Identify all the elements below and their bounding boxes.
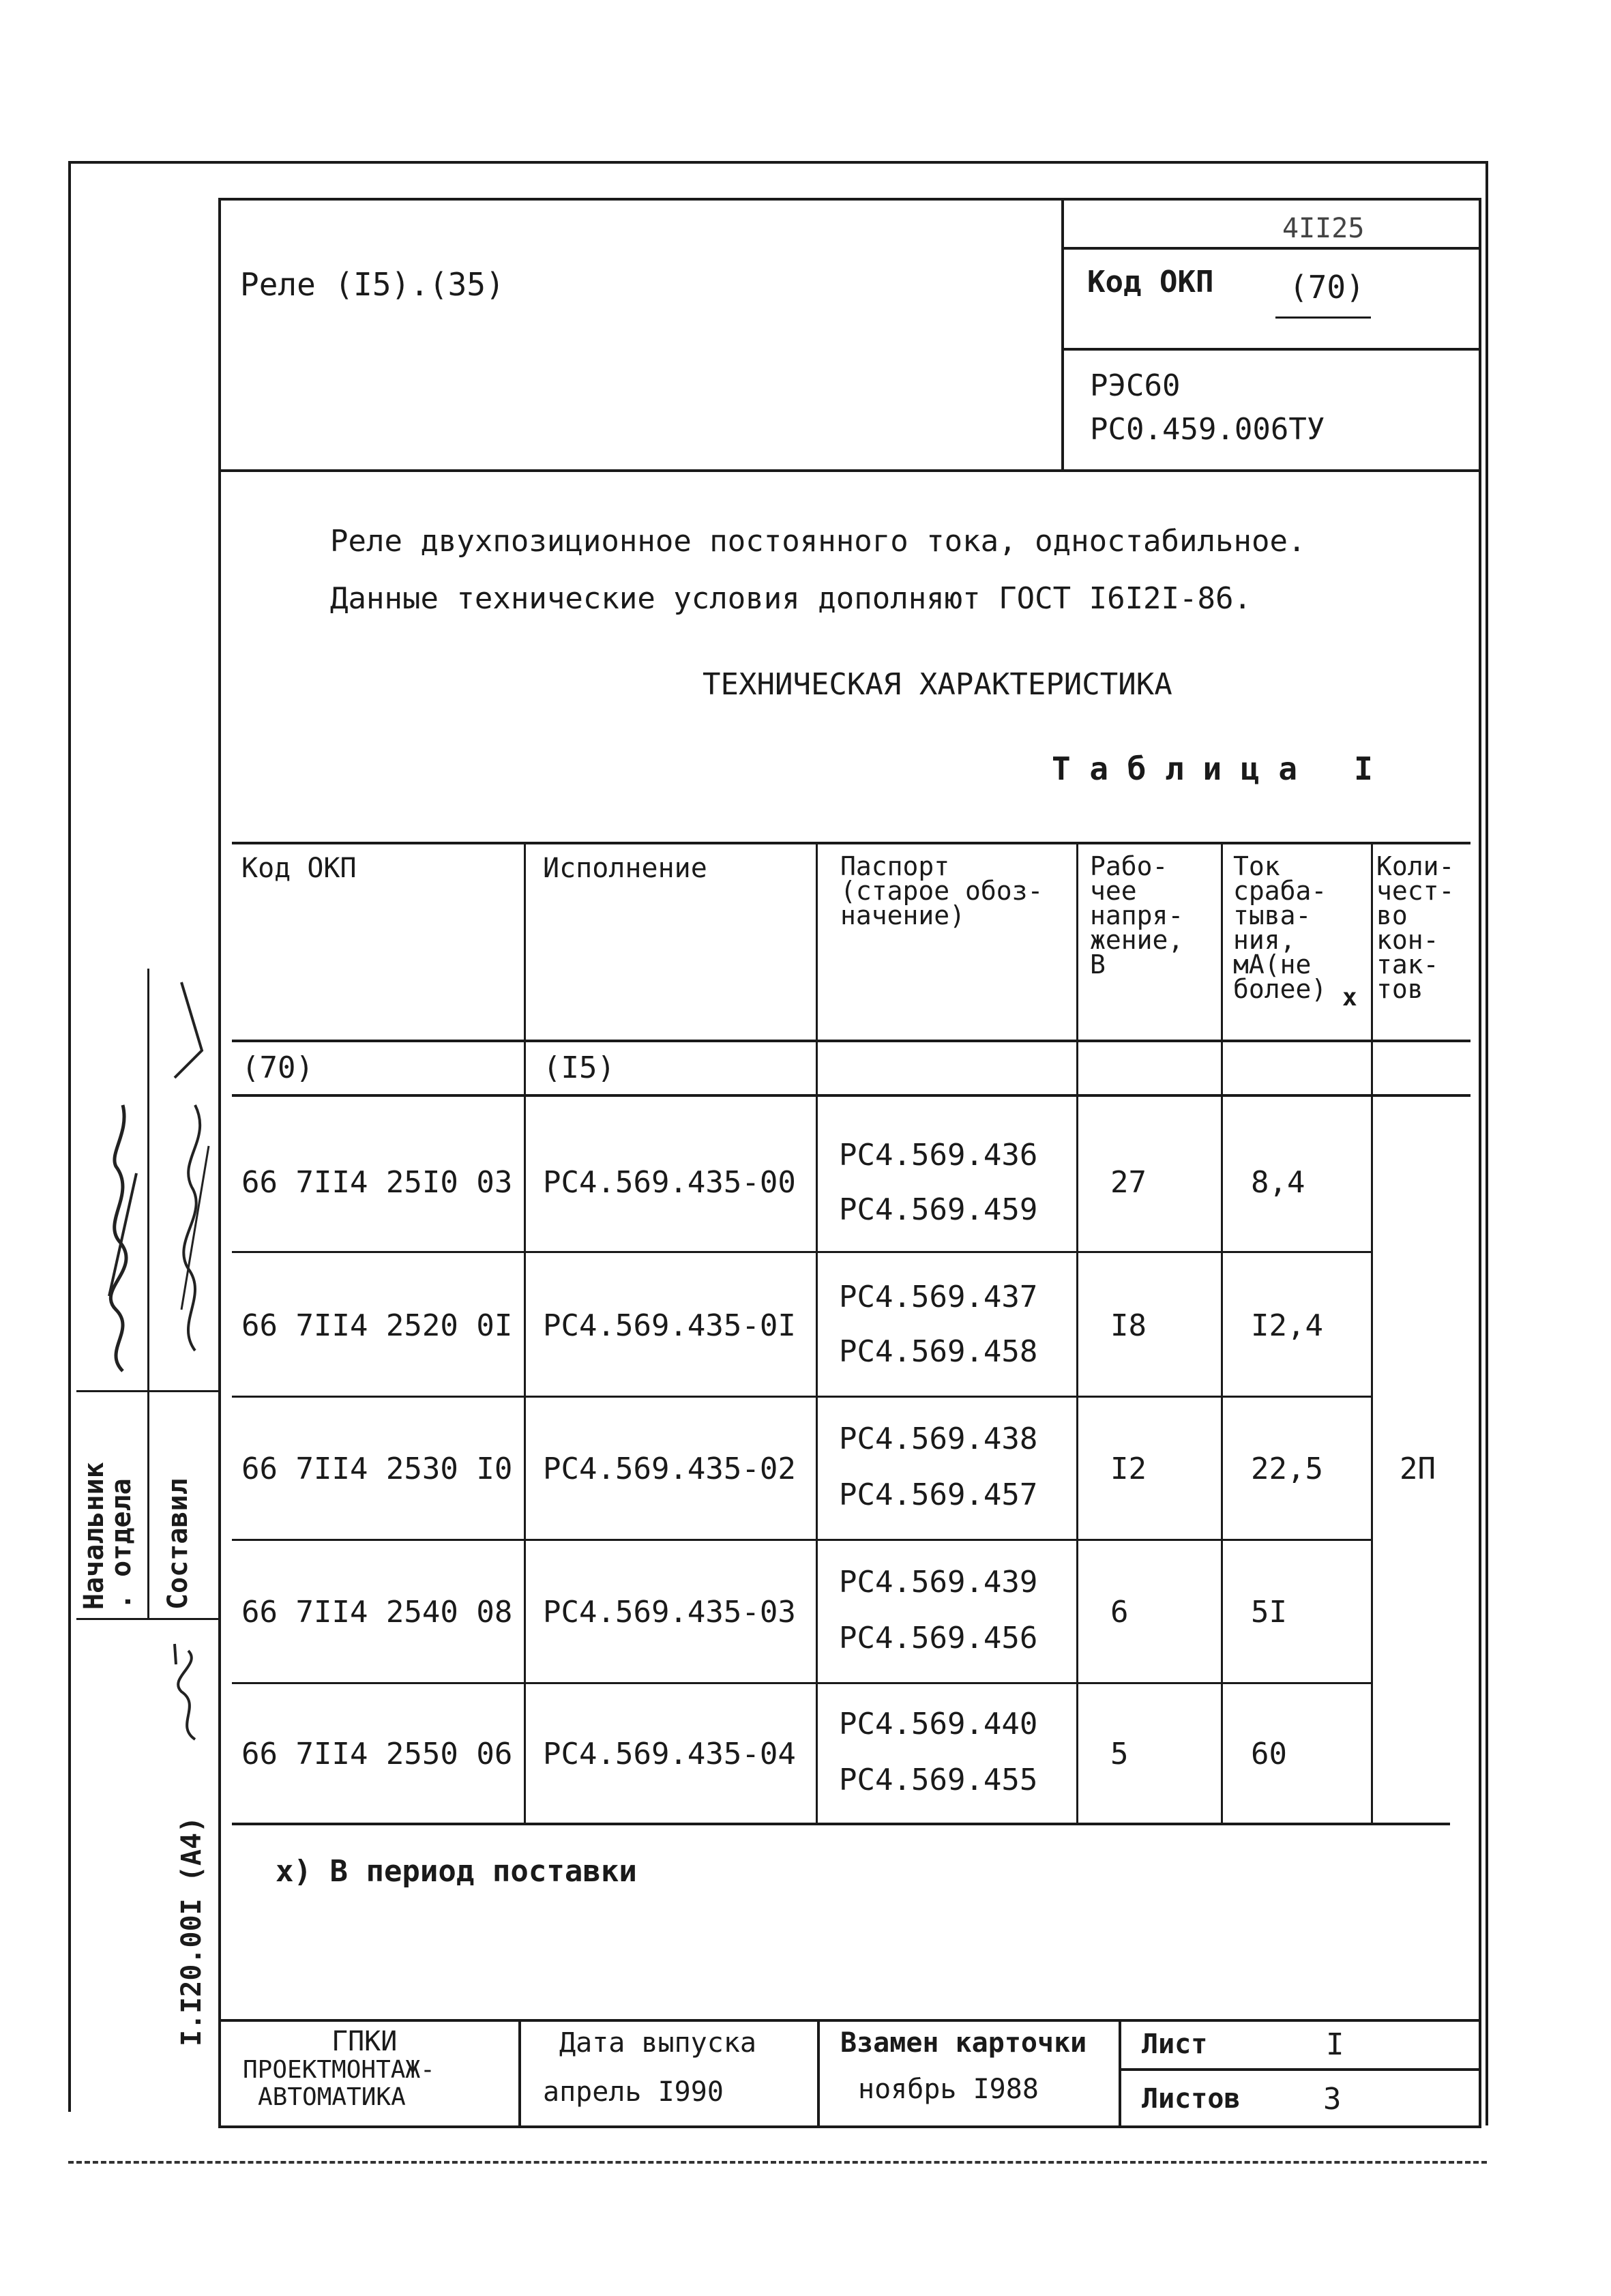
intro-line-2: Данные технические условия дополняют ГОСТ I6I2I-86.	[330, 581, 1252, 616]
row-3-okp: 66 7II4 2530 I0	[241, 1452, 513, 1486]
row-line-3	[232, 1539, 1372, 1541]
row-2-passport-1: РС4.569.437	[839, 1280, 1038, 1314]
header-divider	[1061, 198, 1064, 471]
header-bottom	[218, 469, 1480, 472]
row-1-voltage: 27	[1110, 1165, 1147, 1200]
row-4-okp: 66 7II4 2540 08	[241, 1595, 513, 1630]
row-3-version: РС4.569.435-02	[543, 1452, 796, 1486]
row-5-version: РС4.569.435-04	[543, 1737, 796, 1771]
author-signature	[161, 969, 222, 1378]
side-author-label: Составил	[162, 1478, 194, 1610]
row-2-okp: 66 7II4 2520 0I	[241, 1308, 513, 1343]
sheet-value: I	[1326, 2027, 1344, 2062]
row-line-1	[232, 1251, 1372, 1253]
frame-left	[68, 161, 71, 2112]
docnum-line	[1061, 247, 1479, 250]
row-5-current: 60	[1251, 1737, 1287, 1771]
footer-org-1: ГПКИ	[331, 2026, 398, 2057]
header-version: Исполнение	[543, 853, 707, 884]
okp-underline	[1275, 317, 1371, 319]
document-title: Реле (I5).(35)	[240, 266, 505, 303]
doc-right	[1479, 198, 1481, 2128]
row-1-passport-1: РС4.569.436	[839, 1138, 1038, 1173]
col-line-3	[1076, 842, 1078, 1824]
margin-signature	[161, 1637, 216, 1746]
row-3-passport-1: РС4.569.438	[839, 1422, 1038, 1456]
release-label: Дата выпуска	[559, 2027, 756, 2059]
footer-top	[218, 2019, 1480, 2022]
okp-line	[1061, 348, 1479, 351]
row-1-okp: 66 7II4 25I0 03	[241, 1165, 513, 1200]
row-5-passport-1: РС4.569.440	[839, 1707, 1038, 1741]
doc-bottom	[218, 2125, 1480, 2128]
col-line-1	[524, 842, 526, 1824]
replace-label: Взамен карточки	[840, 2027, 1087, 2059]
okp-value: (70)	[1289, 269, 1365, 306]
row-2-current: I2,4	[1251, 1308, 1323, 1343]
header-passport: Паспорт (старое обоз- начение)	[840, 851, 1044, 930]
replace-value: ноябрь I988	[858, 2074, 1039, 2105]
table-bottom	[232, 1823, 1450, 1825]
product-spec: РС0.459.006ТУ	[1090, 412, 1325, 447]
header-okp: Код ОКП	[241, 853, 357, 884]
footer-col-3	[1119, 2019, 1121, 2127]
row-4-voltage: 6	[1110, 1595, 1129, 1630]
row-line-2	[232, 1396, 1372, 1398]
code-okp: (70)	[241, 1050, 314, 1085]
row-4-passport-2: РС4.569.456	[839, 1621, 1038, 1655]
sheets-label: Листов	[1142, 2083, 1241, 2115]
header-contacts: Коли- чест- во кон- так- тов	[1376, 851, 1455, 1004]
row-3-voltage: I2	[1110, 1452, 1147, 1486]
frame-top	[68, 161, 1487, 164]
row-3-current: 22,5	[1251, 1452, 1323, 1486]
sheet-label: Лист	[1142, 2029, 1208, 2060]
document-number: 4II25	[1282, 213, 1365, 244]
row-4-current: 5I	[1251, 1595, 1287, 1630]
side-chief-label: Начальник . отдела	[78, 1462, 137, 1610]
doc-top	[218, 198, 1480, 201]
row-1-current: 8,4	[1251, 1165, 1305, 1200]
intro-line-1: Реле двухпозиционное постоянного тока, одностабильное.	[330, 524, 1306, 559]
okp-label: Код ОКП	[1087, 265, 1214, 299]
row-4-version: РС4.569.435-03	[543, 1595, 796, 1630]
contacts-value: 2П	[1400, 1452, 1436, 1486]
footer-org-3: АВТОМАТИКА	[258, 2083, 406, 2111]
row-5-okp: 66 7II4 2550 06	[241, 1737, 513, 1771]
table-caption: Т а б л и ц а I	[1052, 750, 1373, 787]
side-block-line-2	[76, 1618, 218, 1620]
sheets-value: 3	[1323, 2082, 1342, 2117]
row-4-passport-1: РС4.569.439	[839, 1565, 1038, 1600]
header-current-mark: x	[1342, 984, 1357, 1012]
col-line-2	[816, 842, 818, 1824]
row-2-voltage: I8	[1110, 1308, 1147, 1343]
side-format-label: I.I20.00I (А4)	[176, 1816, 207, 2046]
row-1-passport-2: РС4.569.459	[839, 1192, 1038, 1227]
col-line-4	[1221, 842, 1223, 1824]
frame-right	[1486, 161, 1488, 2125]
section-title: ТЕХНИЧЕСКАЯ ХАРАКТЕРИСТИКА	[703, 667, 1172, 702]
col-line-5	[1371, 842, 1373, 1824]
row-5-voltage: 5	[1110, 1737, 1129, 1771]
release-value: апрель I990	[543, 2076, 724, 2108]
chief-signature	[95, 1091, 150, 1378]
table-top	[232, 842, 1470, 844]
footer-col-1	[518, 2019, 521, 2127]
row-3-passport-2: РС4.569.457	[839, 1477, 1038, 1512]
footer-sheet-line	[1119, 2068, 1480, 2071]
header-current: Ток сраба- тыва- ния, мА(не более)	[1233, 851, 1327, 1004]
code-version: (I5)	[543, 1050, 615, 1085]
header-voltage: Рабо- чее напря- жение, В	[1090, 851, 1184, 980]
row-2-passport-2: РС4.569.458	[839, 1334, 1038, 1369]
row-2-version: РС4.569.435-0I	[543, 1308, 796, 1343]
footnote: x) В период поставки	[276, 1854, 637, 1889]
table-header-bottom	[232, 1040, 1470, 1042]
row-5-passport-2: РС4.569.455	[839, 1763, 1038, 1797]
footer-org-2: ПРОЕКТМОНТАЖ-	[243, 2056, 435, 2084]
row-1-version: РС4.569.435-00	[543, 1165, 796, 1200]
table-codes-bottom	[232, 1094, 1470, 1097]
product-name: РЭС60	[1090, 368, 1181, 403]
frame-bottom	[68, 2161, 1487, 2164]
row-line-4	[232, 1682, 1372, 1684]
footer-col-2	[817, 2019, 820, 2127]
